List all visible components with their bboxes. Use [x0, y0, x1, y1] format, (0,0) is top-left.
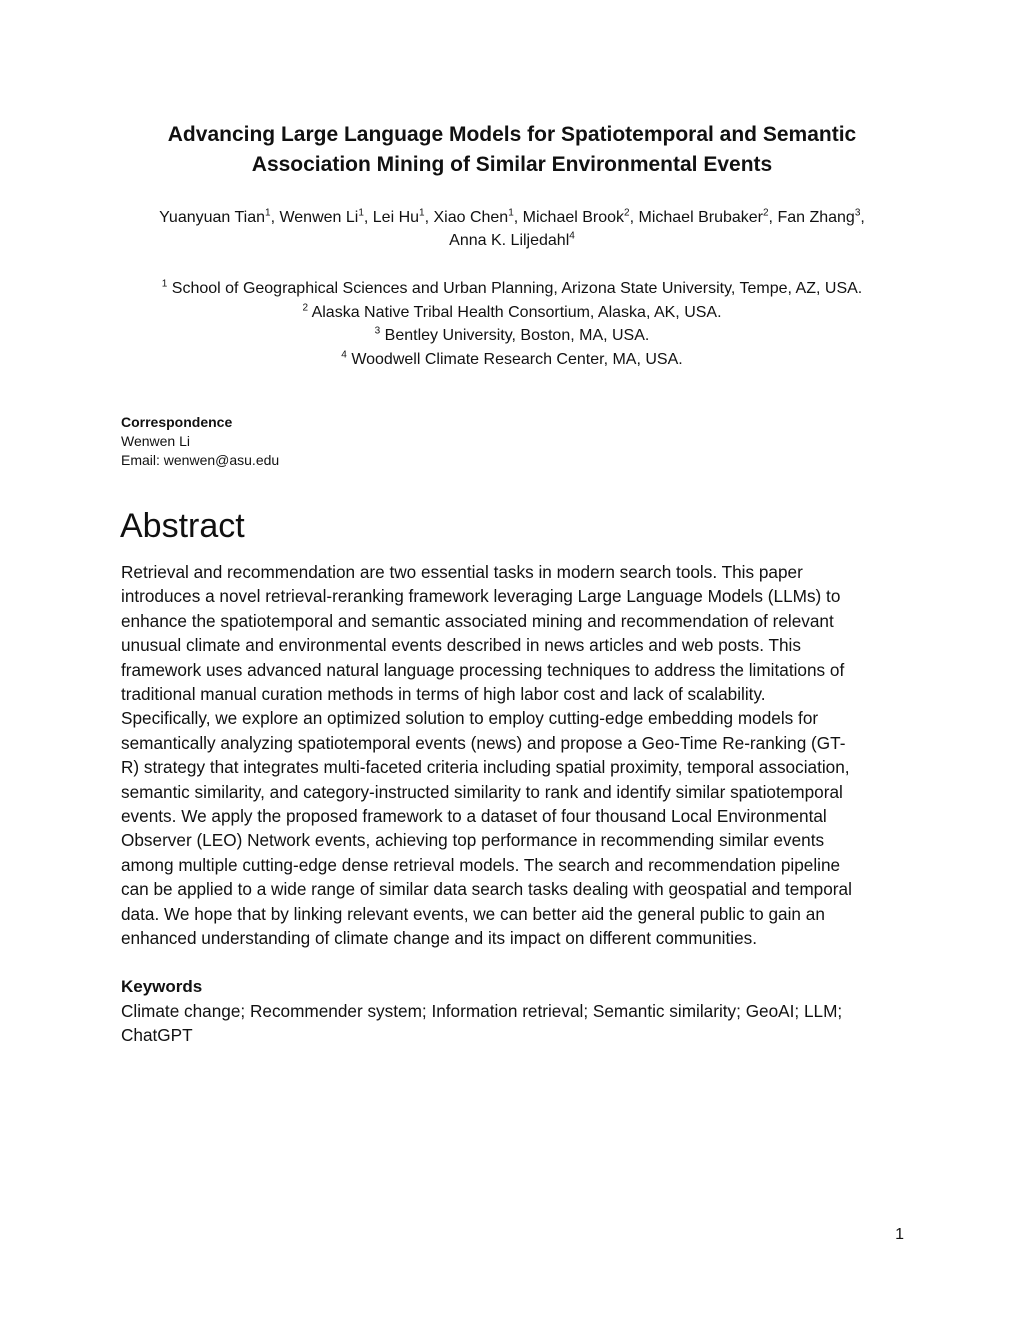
affiliation-text: Bentley University, Boston, MA, USA.	[384, 327, 650, 344]
author-name: Xiao Chen	[433, 209, 509, 226]
keywords-line: Climate change; Recommender system; Information retrieval; Semantic similarity; GeoAI; LLM;	[121, 1001, 843, 1021]
affiliation-number: 2	[302, 302, 309, 314]
author-affiliation-mark: 1	[265, 207, 271, 219]
abstract-line: introduces a novel retrieval-reranking framework leveraging Large Language Models (LLMs) to	[121, 586, 841, 607]
author	[373, 209, 434, 226]
abstract-line: semantically analyzing spatiotemporal events (news) and propose a Geo-Time Re-ranking (GT-	[121, 732, 846, 753]
affiliation-number: 1	[161, 278, 168, 290]
author	[777, 209, 864, 226]
keywords-line: ChatGPT	[121, 1025, 193, 1046]
author-separator: ,	[629, 209, 639, 226]
affiliation	[100, 348, 924, 372]
author-name: Yuanyuan Tian	[159, 209, 266, 226]
author-affiliation-mark: 2	[762, 207, 769, 219]
abstract-line: Observer (LEO) Network events, achieving top performance in recommending similar events	[121, 830, 825, 851]
author-name: Michael Brubaker	[638, 209, 763, 226]
affiliation-text: Woodwell Climate Research Center, MA, USA.	[351, 350, 683, 368]
abstract-body	[121, 560, 906, 951]
paper-title	[100, 120, 924, 180]
author-separator: ,	[424, 209, 434, 226]
abstract-line: can be applied to a wide range of similar data search tasks dealing with geospatial and temporal	[121, 879, 852, 900]
correspondence-email: Email: wenwen@asu.edu	[121, 452, 280, 468]
abstract-line: enhanced understanding of climate change and its impact on different communities.	[121, 928, 758, 949]
author-affiliation-mark: 4	[569, 230, 575, 242]
abstract-line: R) strategy that integrates multi-faceted criteria including spatial proximity, temporal association,	[121, 757, 850, 778]
author	[433, 209, 522, 226]
author-affiliation-mark: 1	[358, 207, 364, 219]
author	[638, 209, 777, 226]
author	[159, 209, 279, 226]
affiliation-number: 4	[341, 349, 347, 361]
abstract-line: Retrieval and recommendation are two essential tasks in modern search tools. This paper	[121, 562, 803, 582]
author	[449, 232, 575, 249]
affiliation	[100, 301, 924, 325]
author-separator: ,	[513, 209, 523, 226]
author-affiliation-mark: 2	[624, 207, 630, 219]
author-affiliation-mark: 1	[419, 207, 425, 219]
author-list	[100, 206, 924, 252]
author-affiliation-mark: 1	[508, 207, 514, 219]
affiliation	[100, 277, 924, 301]
author-name: Anna K. Liljedahl	[449, 232, 570, 249]
abstract-line: data. We hope that by linking relevant events, we can better aid the general public to gain an	[121, 903, 825, 924]
abstract-line: among multiple cutting-edge dense retrieval models. The search and recommendation pipeline	[121, 854, 841, 875]
correspondence-label: Correspondence	[121, 414, 233, 430]
abstract-line: events. We apply the proposed framework to a dataset of four thousand Local Environmental	[121, 806, 827, 827]
author-separator: ,	[860, 209, 865, 226]
title-line: Advancing Large Language Models for Spatiotemporal and Semantic	[167, 123, 857, 146]
keywords-heading: Keywords	[121, 977, 203, 996]
author-separator: ,	[768, 209, 778, 226]
affiliation-text: School of Geographical Sciences and Urban Planning, Arizona State University, Tempe, AZ, USA.	[171, 280, 863, 297]
abstract-line: semantic similarity, and category-instructed similarity to rank and identify similar spatiotemporal	[121, 781, 843, 802]
affiliation-list	[100, 277, 924, 371]
affiliation-text: Alaska Native Tribal Health Consortium, Alaska, AK, USA.	[311, 303, 722, 321]
abstract-line: unusual climate and environmental events described in news articles and web posts. This	[121, 635, 801, 656]
author-separator: ,	[363, 209, 373, 226]
abstract-line: traditional manual curation methods in terms of high labor cost and lack of scalability.	[121, 684, 766, 705]
author-name: Michael Brook	[522, 209, 625, 226]
author-separator: ,	[270, 209, 280, 226]
author	[523, 209, 639, 226]
abstract-line: Specifically, we explore an optimized solution to employ cutting-edge embedding models for	[121, 708, 819, 729]
page-number: 1	[895, 1226, 904, 1243]
title-line: Association Mining of Similar Environmental Events	[251, 153, 773, 176]
abstract-heading: Abstract	[120, 507, 245, 545]
affiliation	[100, 324, 924, 348]
abstract-line: framework uses advanced natural language processing techniques to address the limitations of	[121, 659, 845, 680]
author-affiliation-mark: 3	[854, 207, 861, 219]
correspondence-name: Wenwen Li	[121, 433, 191, 449]
author	[279, 209, 372, 226]
keywords-list	[121, 999, 911, 1048]
author-name: Fan Zhang	[777, 209, 855, 226]
affiliation-number: 3	[374, 325, 381, 337]
correspondence-block	[121, 413, 279, 470]
author-name: Lei Hu	[372, 209, 420, 226]
author-name: Wenwen Li	[279, 209, 359, 226]
abstract-line: enhance the spatiotemporal and semantic associated mining and recommendation of relevant	[121, 610, 834, 631]
